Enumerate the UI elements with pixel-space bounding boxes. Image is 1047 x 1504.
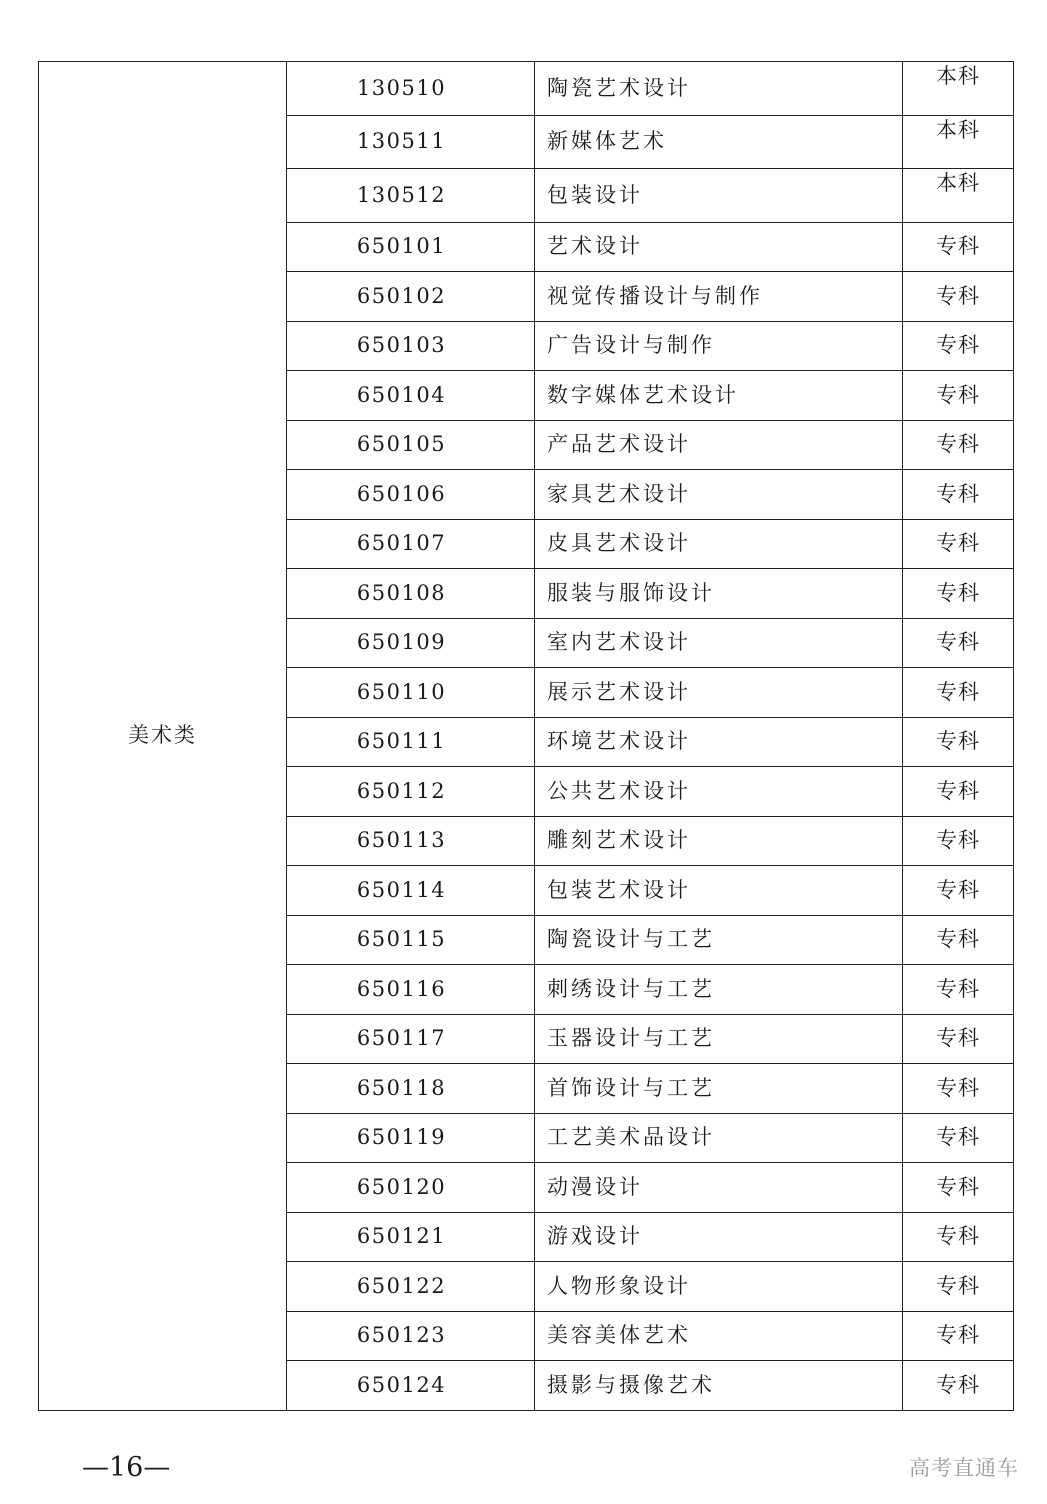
major-code-cell: 650115 [287, 915, 535, 965]
education-level-cell: 专科 [903, 668, 1014, 718]
major-name-cell: 包装设计 [535, 169, 903, 223]
major-name-cell: 艺术设计 [535, 222, 903, 272]
education-level-cell: 专科 [903, 1262, 1014, 1312]
major-name-cell: 新媒体艺术 [535, 115, 903, 169]
major-name-cell: 广告设计与制作 [535, 321, 903, 371]
education-level-cell: 专科 [903, 816, 1014, 866]
major-code-cell: 650111 [287, 717, 535, 767]
education-level-cell: 专科 [903, 915, 1014, 965]
major-code-cell: 650119 [287, 1113, 535, 1163]
major-code-cell: 650108 [287, 569, 535, 619]
major-name-cell: 家具艺术设计 [535, 470, 903, 520]
education-level-cell: 专科 [903, 222, 1014, 272]
education-level-cell: 专科 [903, 1361, 1014, 1411]
education-level-cell: 本科 [903, 115, 1014, 169]
major-code-cell: 650120 [287, 1163, 535, 1213]
education-level-cell: 专科 [903, 272, 1014, 322]
major-name-cell: 展示艺术设计 [535, 668, 903, 718]
major-name-cell: 玉器设计与工艺 [535, 1014, 903, 1064]
major-code-cell: 650117 [287, 1014, 535, 1064]
watermark-text: 高考直通车 [909, 1456, 1019, 1480]
major-code-cell: 650101 [287, 222, 535, 272]
major-name-cell: 公共艺术设计 [535, 767, 903, 817]
major-code-cell: 130511 [287, 115, 535, 169]
major-name-cell: 室内艺术设计 [535, 618, 903, 668]
major-code-cell: 650123 [287, 1311, 535, 1361]
education-level-cell: 专科 [903, 321, 1014, 371]
major-code-cell: 650116 [287, 965, 535, 1015]
major-code-cell: 650105 [287, 420, 535, 470]
major-name-cell: 包装艺术设计 [535, 866, 903, 916]
category-cell: 美术类 [39, 62, 287, 1411]
major-code-cell: 650102 [287, 272, 535, 322]
major-code-cell: 130512 [287, 169, 535, 223]
major-name-cell: 环境艺术设计 [535, 717, 903, 767]
major-table [38, 61, 1014, 1411]
education-level-cell: 专科 [903, 1311, 1014, 1361]
major-name-cell: 皮具艺术设计 [535, 519, 903, 569]
major-name-cell: 产品艺术设计 [535, 420, 903, 470]
major-code-cell: 650122 [287, 1262, 535, 1312]
major-code-cell: 650103 [287, 321, 535, 371]
education-level-cell: 专科 [903, 1163, 1014, 1213]
education-level-cell: 专科 [903, 1113, 1014, 1163]
major-name-cell: 视觉传播设计与制作 [535, 272, 903, 322]
major-code-cell: 650114 [287, 866, 535, 916]
education-level-cell: 专科 [903, 519, 1014, 569]
education-level-cell: 专科 [903, 1212, 1014, 1262]
education-level-cell: 专科 [903, 569, 1014, 619]
major-name-cell: 游戏设计 [535, 1212, 903, 1262]
major-code-cell: 650106 [287, 470, 535, 520]
education-level-cell: 专科 [903, 470, 1014, 520]
major-name-cell: 动漫设计 [535, 1163, 903, 1213]
table-row [39, 62, 1014, 116]
education-level-cell: 专科 [903, 866, 1014, 916]
major-code-cell: 650124 [287, 1361, 535, 1411]
education-level-cell: 专科 [903, 767, 1014, 817]
major-name-cell: 美容美体艺术 [535, 1311, 903, 1361]
major-code-cell: 650121 [287, 1212, 535, 1262]
major-name-cell: 陶瓷艺术设计 [535, 62, 903, 116]
major-name-cell: 摄影与摄像艺术 [535, 1361, 903, 1411]
education-level-cell: 本科 [903, 169, 1014, 223]
education-level-cell: 专科 [903, 618, 1014, 668]
major-code-cell: 650112 [287, 767, 535, 817]
major-name-cell: 数字媒体艺术设计 [535, 371, 903, 421]
major-name-cell: 陶瓷设计与工艺 [535, 915, 903, 965]
major-code-cell: 650109 [287, 618, 535, 668]
major-name-cell: 刺绣设计与工艺 [535, 965, 903, 1015]
major-name-cell: 工艺美术品设计 [535, 1113, 903, 1163]
major-code-cell: 130510 [287, 62, 535, 116]
education-level-cell: 专科 [903, 717, 1014, 767]
major-name-cell: 雕刻艺术设计 [535, 816, 903, 866]
major-code-cell: 650118 [287, 1064, 535, 1114]
major-name-cell: 服装与服饰设计 [535, 569, 903, 619]
page-number: —16— [82, 1452, 171, 1483]
education-level-cell: 本科 [903, 62, 1014, 116]
education-level-cell: 专科 [903, 371, 1014, 421]
education-level-cell: 专科 [903, 1064, 1014, 1114]
major-code-cell: 650104 [287, 371, 535, 421]
major-name-cell: 首饰设计与工艺 [535, 1064, 903, 1114]
major-table-body [39, 62, 1014, 1411]
education-level-cell: 专科 [903, 1014, 1014, 1064]
major-name-cell: 人物形象设计 [535, 1262, 903, 1312]
major-code-cell: 650113 [287, 816, 535, 866]
major-code-cell: 650110 [287, 668, 535, 718]
major-code-cell: 650107 [287, 519, 535, 569]
education-level-cell: 专科 [903, 965, 1014, 1015]
education-level-cell: 专科 [903, 420, 1014, 470]
